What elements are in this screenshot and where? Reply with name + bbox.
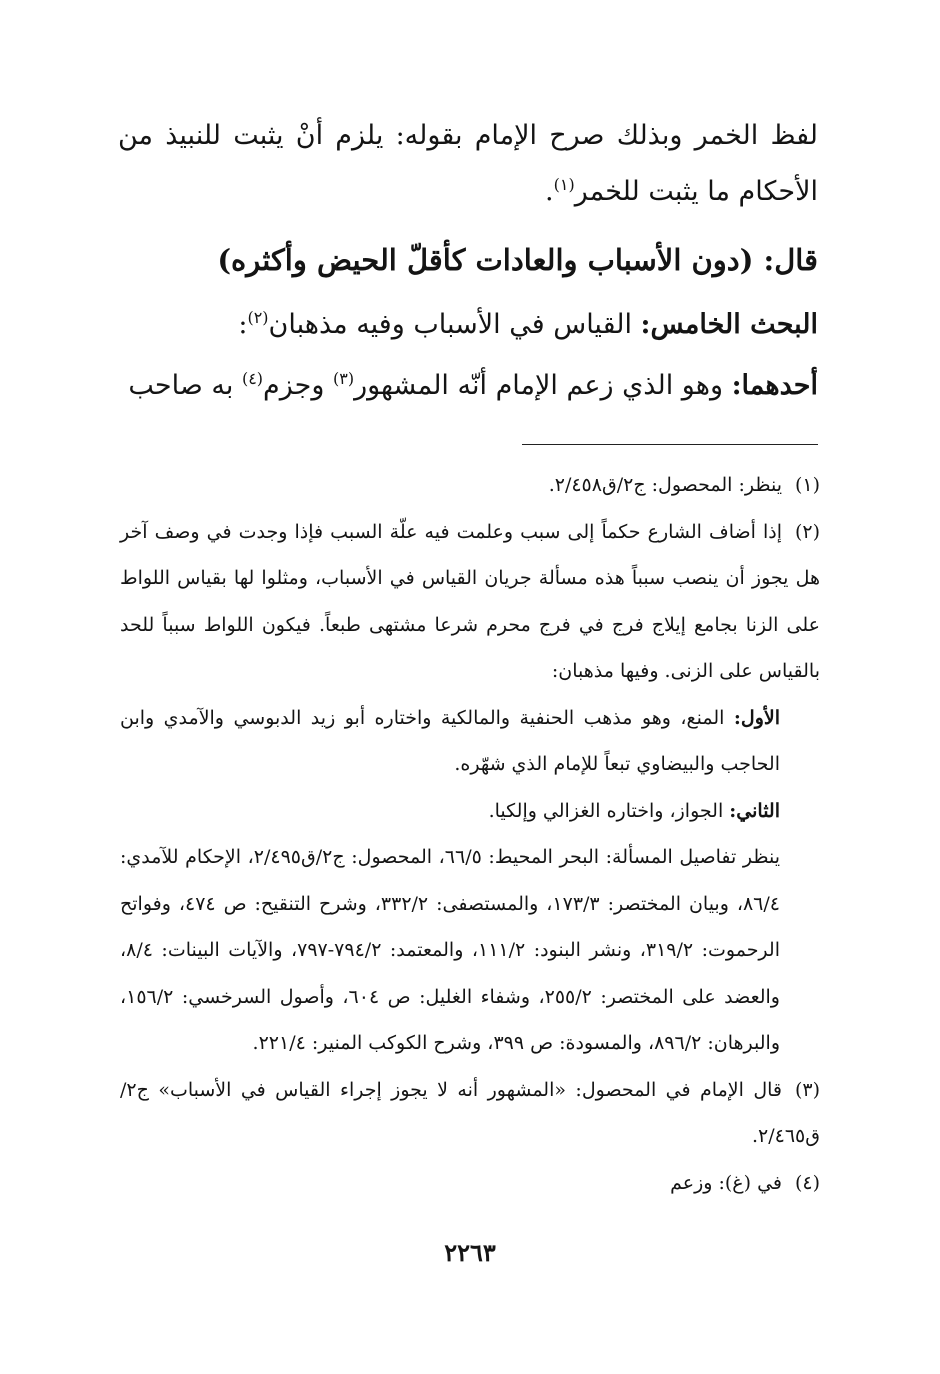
paragraph-continuation: [118, 108, 818, 220]
opinion-text: الجواز، واختاره الغزالي وإلكيا.: [488, 799, 730, 822]
footnote-ref-2: (٢): [247, 308, 269, 327]
footnote-4: [120, 1160, 820, 1207]
footnote-2-second-opinion: [120, 788, 820, 835]
section-label: البحث الخامس:: [640, 309, 818, 340]
footnote-ref-1: (١): [553, 175, 575, 194]
footnote-number: (٤): [794, 1171, 820, 1194]
footnote-separator: [522, 444, 818, 445]
footnote-text: إذا أضاف الشارع حكماً إلى سبب وعلمت فيه علّة السبب فإذا وجدت في وصف آخر هل يجوز أن ينصب سبباً هذه مسألة جريان القياس في الأسباب، ومثلوا لها بقياس اللواط على الزنا بجامع إيلاج فرج في فرج محرم شرعا مشتهى طبعاً. فيكون اللواط سبباً للحد بالقياس على الزنى. وفيها مذهبان:: [120, 520, 820, 682]
section-end: :: [238, 309, 248, 340]
footnote-1: [120, 462, 820, 509]
footnote-number: (٣): [794, 1078, 820, 1101]
page-number: ٢٢٦٣: [444, 1238, 496, 1267]
footnote-3: [120, 1067, 820, 1160]
main-text: [118, 108, 818, 414]
footnote-ref-3: (٣): [332, 369, 355, 388]
footnote-text: في (غ): وزعم: [670, 1171, 782, 1194]
footnote-text: ينظر: المحصول: ج٢/ق٢/٤٥٨.: [548, 474, 782, 496]
first-text-b: وجزم: [263, 370, 333, 401]
footnote-2: [120, 509, 820, 695]
footnote-number: (٢): [794, 520, 820, 543]
footnote-2-references: ينظر تفاصيل المسألة: البحر المحيط: ٦٦/٥، المحصول: ج٢/ق٢/٤٩٥، الإحكام للآمدي: ٨٦/٤، وبيان المختصر: ١٧٣/٣، والمستصفى: ٣٣٢/٢، وشرح التنقيح: ص ٤٧٤، وفواتح الرحموت: ٣١٩/٢، ونشر البنود: ١١١/٢، والمعتمد: ٧٩٤/٢-٧٩٧، والآيات البينات: ٨/٤، والعضد على المختصر: ٢٥٥/٢، وشفاء الغليل: ص ٦٠٤، وأصول السرخسي: ١٥٦/٢، والبرهان: ٨٩٦/٢، والمسودة: ص ٣٩٩، وشرح الكوكب المنير: ٢٢١/٤.: [120, 846, 781, 1054]
opinion-text: المنع، وهو مذهب الحنفية والمالكية واختاره أبو زيد الدبوسي والآمدي وابن الحاجب والبيضاوي تبعاً للإمام الذي شهّره.: [120, 706, 780, 775]
footnote-number: (١): [794, 474, 820, 496]
footnote-text: قال الإمام في المحصول: «المشهور أنه لا يجوز إجراء القياس في الأسباب» ج٢/ق٢/٤٦٥.: [120, 1078, 820, 1147]
opinion-label: الأول:: [733, 706, 780, 729]
footnote-ref-4: (٤): [241, 369, 264, 388]
first-label: أحدهما:: [731, 370, 818, 401]
first-opinion-line: [118, 358, 818, 414]
section-text: القياس في الأسباب وفيه مذهبان: [268, 309, 641, 340]
footnote-2-first-opinion: [120, 695, 820, 788]
section-line: [118, 292, 818, 358]
footnotes: [120, 462, 820, 1206]
first-text-a: وهو الذي زعم الإمام أنّه المشهور: [354, 370, 732, 401]
quoted-heading: قال: (دون الأسباب والعادات كأقلّ الحيض وأكثره): [217, 243, 818, 277]
paragraph-text: لفظ الخمر وبذلك صرح الإمام بقوله: يلزم أنْ يثبت للنبيذ من الأحكام ما يثبت للخمر: [118, 120, 818, 207]
opinion-label: الثاني:: [729, 799, 780, 822]
paragraph-end: .: [545, 176, 554, 207]
first-text-c: به صاحب: [128, 370, 242, 401]
